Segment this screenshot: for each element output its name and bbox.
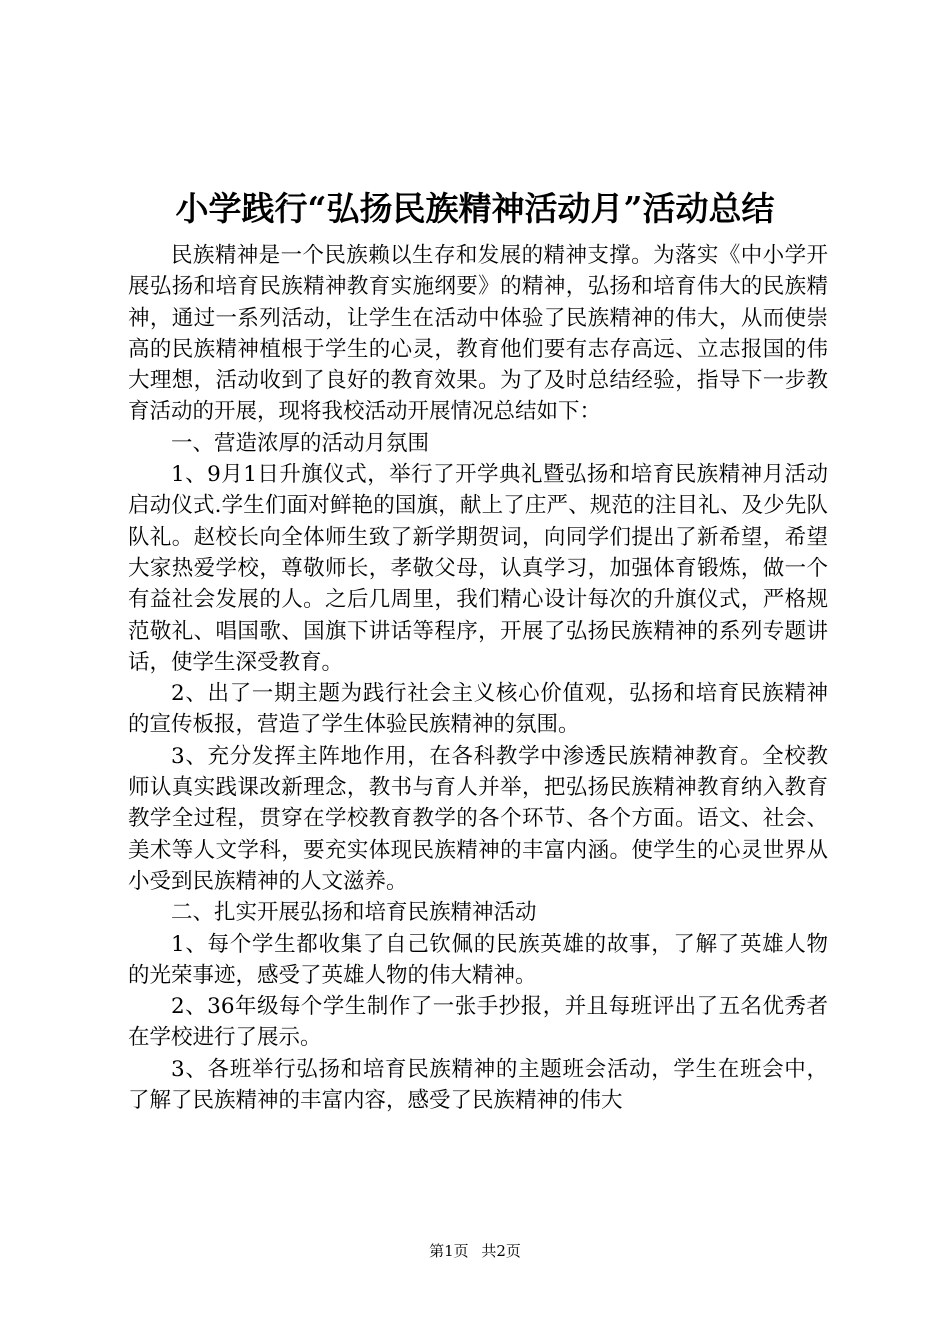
page-number-total: 共2页 bbox=[481, 1242, 521, 1260]
paragraph-intro: 民族精神是一个民族赖以生存和发展的精神支撑。为落实《中小学开展弘扬和培育民族精神教育实施纲要》的精神，弘扬和培育伟大的民族精神，通过一系列活动，让学生在活动中体验了民族精神的伟大，从而使崇高的民族精神植根于学生的心灵，教育他们要有志存高远、立志报国的伟大理想，活动收到了良好的教育效果。为了及时总结经验，指导下一步教育活动的开展，现将我校活动开展情况总结如下： bbox=[128, 243, 828, 425]
page-footer bbox=[0, 1241, 950, 1261]
paragraph-2-1: 1、每个学生都收集了自己钦佩的民族英雄的故事，了解了英雄人物的光荣事迹，感受了英雄人物的伟大精神。 bbox=[128, 931, 828, 988]
page-number-current: 第1页 bbox=[429, 1242, 469, 1260]
paragraph-1-1: 1、9月1日升旗仪式，举行了开学典礼暨弘扬和培育民族精神月活动启动仪式.学生们面对鲜艳的国旗，献上了庄严、规范的注目礼、及少先队队礼。赵校长向全体师生致了新学期贺词，向同学们提出了新希望，希望大家热爱学校，尊敬师长，孝敬父母，认真学习，加强体育锻炼，做一个有益社会发展的人。之后几周里，我们精心设计每次的升旗仪式，严格规范敬礼、唱国歌、国旗下讲话等程序，开展了弘扬民族精神的系列专题讲话，使学生深受教育。 bbox=[128, 462, 828, 675]
paragraph-2-3: 3、各班举行弘扬和培育民族精神的主题班会活动，学生在班会中，了解了民族精神的丰富内容，感受了民族精神的伟大 bbox=[128, 1056, 828, 1114]
document-title: 小学践行“弘扬民族精神活动月”活动总结 bbox=[175, 189, 775, 228]
document-body bbox=[128, 240, 828, 1116]
paragraph-1-3: 3、充分发挥主阵地作用，在各科教学中渗透民族精神教育。全校教师认真实践课改新理念，教书与育人并举，把弘扬民族精神教育纳入教育教学全过程，贯穿在学校教育教学的各个环节、各个方面。语文、社会、美术等人文学科，要充实体现民族精神的丰富内涵。使学生的心灵世界从小受到民族精神的人文滋养。 bbox=[128, 743, 828, 894]
section-heading-2: 二、扎实开展弘扬和培育民族精神活动 bbox=[171, 900, 537, 926]
paragraph-1-2: 2、出了一期主题为践行社会主义核心价值观，弘扬和培育民族精神的宣传板报，营造了学生体验民族精神的氛围。 bbox=[128, 681, 828, 738]
section-heading-1: 一、营造浓厚的活动月氛围 bbox=[171, 430, 430, 456]
paragraph-2-2: 2、36年级每个学生制作了一张手抄报，并且每班评出了五名优秀者在学校进行了展示。 bbox=[128, 994, 828, 1051]
